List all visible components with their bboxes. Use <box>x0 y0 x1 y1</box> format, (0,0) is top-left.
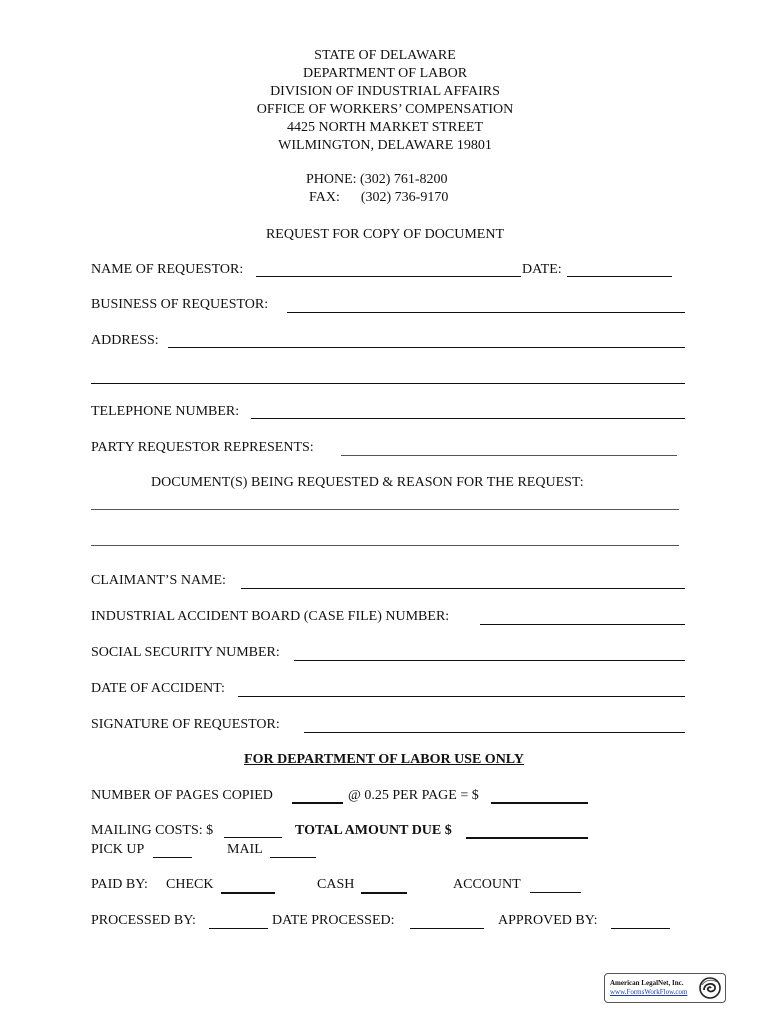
office-use-heading: FOR DEPARTMENT OF LABOR USE ONLY <box>244 752 524 767</box>
pickup-label: PICK UP <box>91 842 145 857</box>
logo-url-link[interactable]: www.FormsWorkFlow.com <box>610 988 688 996</box>
iab-field[interactable] <box>480 624 685 625</box>
rate-label: @ 0.25 PER PAGE = $ <box>348 788 479 803</box>
header-phone: PHONE: (302) 761-8200 <box>306 172 448 187</box>
signature-field[interactable] <box>304 732 685 733</box>
approved-by-field[interactable] <box>611 928 670 929</box>
header-department: DEPARTMENT OF LABOR <box>302 66 468 81</box>
iab-label: INDUSTRIAL ACCIDENT BOARD (CASE FILE) NUMBER: <box>91 609 450 624</box>
approved-by-label: APPROVED BY: <box>498 913 598 928</box>
address-field[interactable] <box>168 347 685 348</box>
mailing-field[interactable] <box>224 837 282 838</box>
business-label: BUSINESS OF REQUESTOR: <box>91 297 269 312</box>
total-field[interactable] <box>466 837 588 839</box>
mail-field[interactable] <box>270 857 316 858</box>
pages-field[interactable] <box>292 802 343 804</box>
date-field[interactable] <box>567 276 672 277</box>
name-field[interactable] <box>256 276 521 277</box>
paid-by-label: PAID BY: <box>91 877 148 892</box>
swirl-logo-icon <box>698 976 722 1000</box>
ssn-label: SOCIAL SECURITY NUMBER: <box>91 645 280 660</box>
header-fax: FAX: (302) 736-9170 <box>309 190 449 205</box>
ssn-field[interactable] <box>294 660 685 661</box>
claimant-field[interactable] <box>241 588 685 589</box>
name-label: NAME OF REQUESTOR: <box>91 262 244 277</box>
account-label: ACCOUNT <box>453 877 521 892</box>
total-label: TOTAL AMOUNT DUE $ <box>295 823 452 838</box>
address-label: ADDRESS: <box>91 333 159 348</box>
business-field[interactable] <box>287 312 685 313</box>
telephone-field[interactable] <box>251 418 685 419</box>
accident-field[interactable] <box>238 696 685 697</box>
signature-label: SIGNATURE OF REQUESTOR: <box>91 717 280 732</box>
mailing-label: MAILING COSTS: $ <box>91 823 214 838</box>
rate-amount-field[interactable] <box>491 802 588 804</box>
pickup-field[interactable] <box>153 857 192 858</box>
party-label: PARTY REQUESTOR REPRESENTS: <box>91 440 314 455</box>
address-field-line2[interactable] <box>91 383 685 384</box>
telephone-label: TELEPHONE NUMBER: <box>91 404 240 419</box>
accident-label: DATE OF ACCIDENT: <box>91 681 225 696</box>
documents-heading: DOCUMENT(S) BEING REQUESTED & REASON FOR THE REQUEST: <box>151 475 584 490</box>
party-field[interactable] <box>341 455 677 456</box>
account-field[interactable] <box>530 892 581 893</box>
form-title: REQUEST FOR COPY OF DOCUMENT <box>265 227 505 242</box>
check-field[interactable] <box>221 892 275 894</box>
cash-field[interactable] <box>361 892 407 894</box>
header-office: OFFICE OF WORKERS’ COMPENSATION <box>256 102 514 117</box>
pages-label: NUMBER OF PAGES COPIED <box>91 788 273 803</box>
processed-by-field[interactable] <box>209 928 268 929</box>
claimant-label: CLAIMANT’S NAME: <box>91 573 226 588</box>
american-legalnet-logo <box>604 973 726 1003</box>
header-division: DIVISION OF INDUSTRIAL AFFAIRS <box>270 84 500 99</box>
header-state: STATE OF DELAWARE <box>314 48 456 63</box>
logo-company-name: American LegalNet, Inc. <box>610 979 684 987</box>
date-processed-field[interactable] <box>410 928 484 929</box>
header-city: WILMINGTON, DELAWARE 19801 <box>278 138 492 153</box>
mail-label: MAIL <box>227 842 263 857</box>
check-label: CHECK <box>166 877 214 892</box>
date-processed-label: DATE PROCESSED: <box>272 913 395 928</box>
processed-by-label: PROCESSED BY: <box>91 913 196 928</box>
date-label: DATE: <box>522 262 562 277</box>
header-street: 4425 NORTH MARKET STREET <box>286 120 484 135</box>
documents-field-line1[interactable] <box>91 509 679 510</box>
documents-field-line2[interactable] <box>91 545 679 546</box>
cash-label: CASH <box>317 877 355 892</box>
